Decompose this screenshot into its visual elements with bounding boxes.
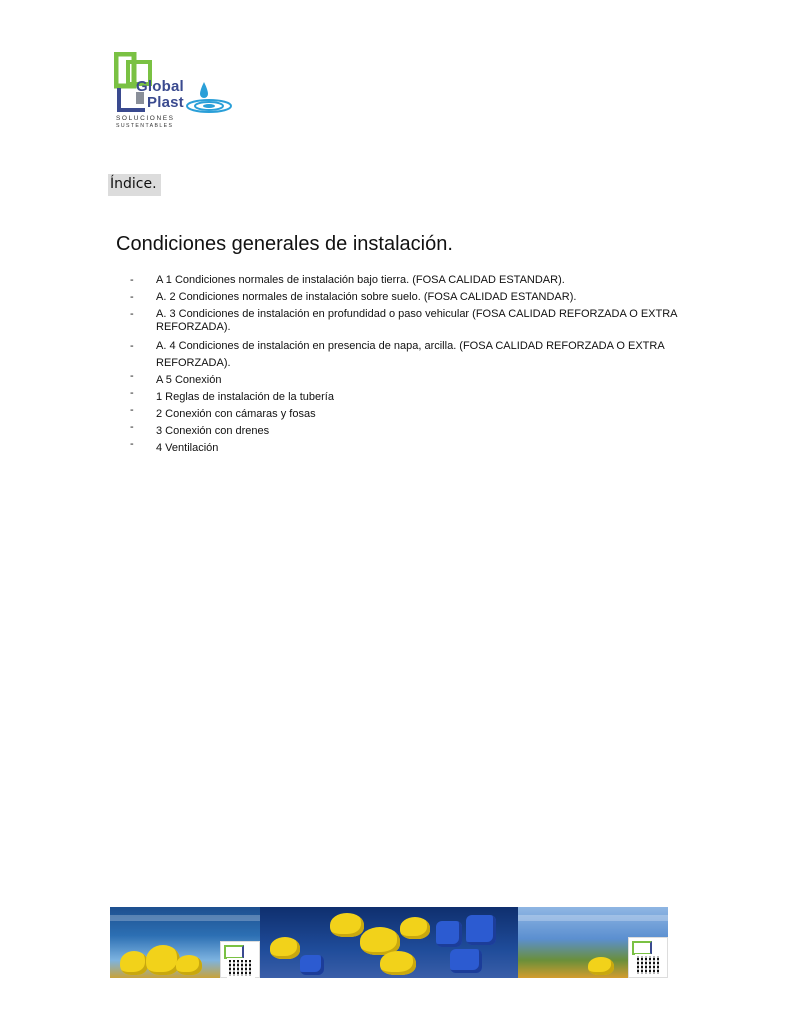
brand-card	[220, 941, 260, 978]
brand-card	[628, 937, 668, 978]
toc-dash: -	[130, 308, 134, 320]
company-logo	[114, 52, 234, 134]
toc-item	[130, 421, 690, 438]
banner-photo-right	[518, 907, 668, 978]
toc-item-text: 3 Conexión con drenes	[156, 425, 270, 437]
toc-item	[130, 338, 690, 372]
toc-dash: -	[130, 340, 134, 352]
toc-item	[130, 308, 690, 334]
blue-tank-icon	[450, 949, 482, 973]
toc-item-text: 4 Ventilación	[156, 442, 219, 454]
toc-item-text: 1 Reglas de instalación de la tubería	[156, 391, 334, 403]
index-label: Índice.	[108, 174, 161, 196]
blue-tank-icon	[300, 955, 324, 975]
logo-tagline-1: SOLUCIONES	[116, 115, 175, 122]
qr-code-icon	[227, 958, 255, 978]
toc-dash: -	[130, 438, 134, 450]
mini-logo-icon	[632, 941, 652, 955]
mini-logo-icon	[224, 945, 244, 959]
footer-product-banner	[110, 907, 668, 978]
toc-item-text: A. 2 Condiciones normales de instalación sobre suelo. (FOSA CALIDAD ESTANDAR).	[156, 291, 577, 303]
blue-tank-icon	[436, 921, 462, 947]
toc-item	[130, 274, 690, 287]
yellow-tank-icon	[120, 951, 148, 975]
toc-item-text: 2 Conexión con cámaras y fosas	[156, 408, 316, 420]
banner-photo-center	[260, 907, 518, 978]
toc-dash: -	[130, 370, 134, 382]
blue-tank-icon	[466, 915, 496, 945]
toc-item-text: A. 3 Condiciones de instalación en profundidad o paso vehicular (FOSA CALIDAD REFORZADA O EXTRA REFORZADA).	[156, 308, 677, 333]
toc-item	[130, 438, 690, 455]
banner-photo-left	[110, 907, 260, 978]
toc-dash: -	[130, 387, 134, 399]
toc-item-text: A 5 Conexión	[156, 374, 222, 386]
toc-item	[130, 404, 690, 421]
toc-item-text: A 1 Condiciones normales de instalación bajo tierra. (FOSA CALIDAD ESTANDAR).	[156, 274, 565, 286]
toc-dash: -	[130, 421, 134, 433]
toc-list	[130, 274, 690, 459]
banner-header-strip	[518, 915, 668, 921]
logo-word-global: Global	[136, 78, 184, 95]
toc-item-text: A. 4 Condiciones de instalación en presencia de napa, arcilla. (FOSA CALIDAD REFORZADA O EXTRA REFORZADA).	[156, 340, 665, 369]
yellow-tank-icon	[270, 937, 300, 959]
toc-item	[130, 291, 690, 304]
logo-word-plast: Plast	[147, 94, 184, 111]
qr-code-icon	[635, 954, 663, 976]
toc-dash: -	[130, 404, 134, 416]
yellow-tank-icon	[588, 957, 614, 975]
toc-dash: -	[130, 274, 134, 286]
section-title: Condiciones generales de instalación.	[116, 233, 453, 255]
yellow-tank-icon	[330, 913, 364, 937]
toc-item	[130, 387, 690, 404]
yellow-tank-icon	[400, 917, 430, 939]
toc-item	[130, 370, 690, 387]
banner-header-strip	[110, 915, 260, 921]
toc-dash: -	[130, 291, 134, 303]
yellow-tank-icon	[176, 955, 202, 975]
yellow-tank-icon	[380, 951, 416, 975]
logo-tagline-2: SUSTENTABLES	[116, 123, 174, 129]
yellow-tank-icon	[146, 945, 180, 975]
